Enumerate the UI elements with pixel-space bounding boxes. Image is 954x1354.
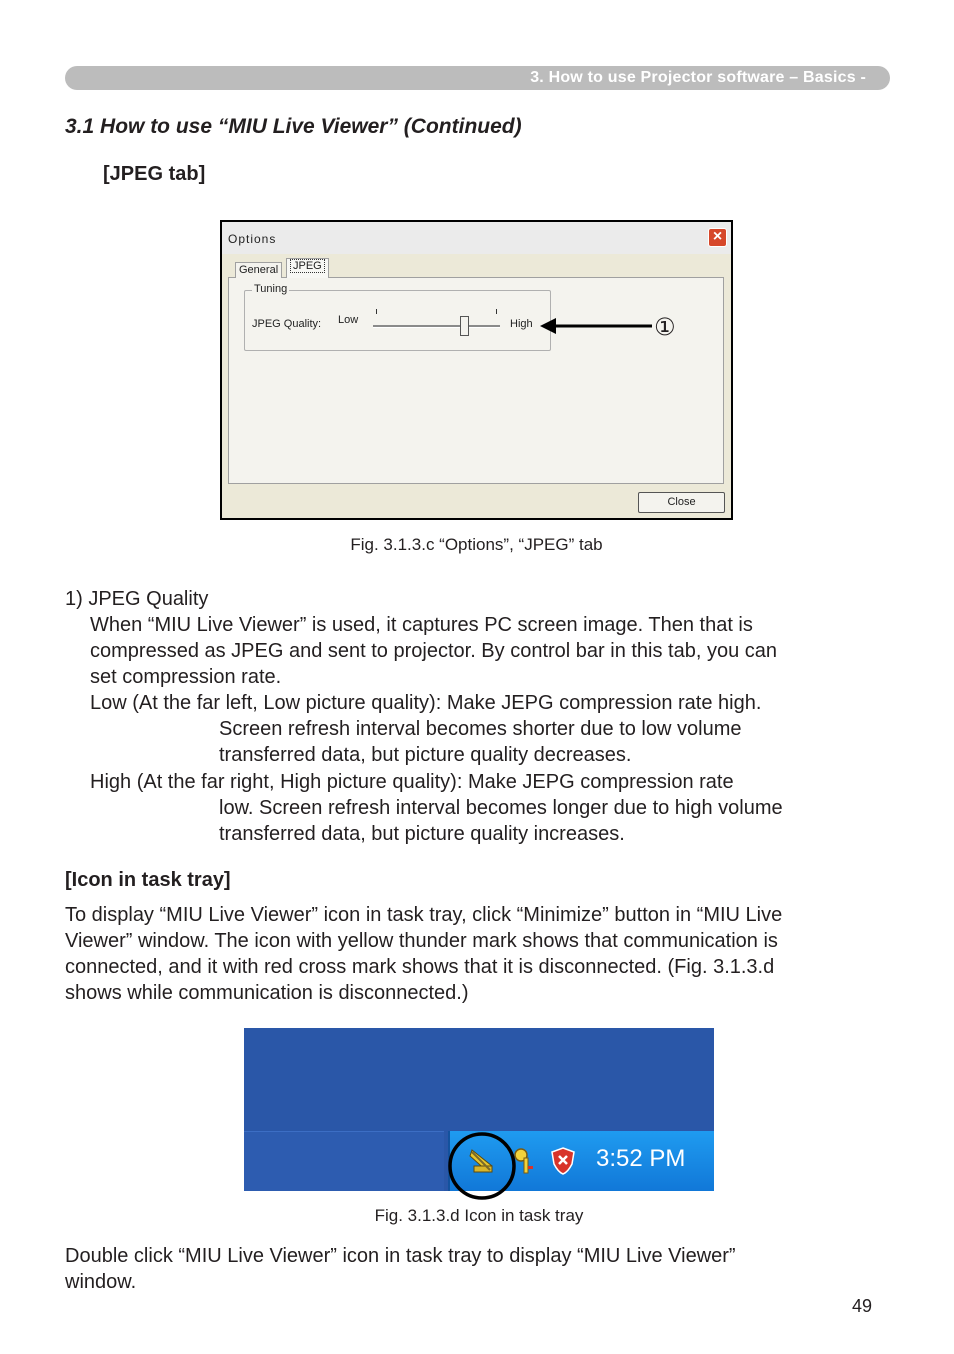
desc-line: compressed as JPEG and sent to projector. By control bar in this tab, you can	[90, 640, 778, 662]
tray-heading: [Icon in task tray]	[65, 869, 231, 891]
high-desc-line: low. Screen refresh interval becomes longer due to high volume	[219, 797, 783, 819]
tray-paragraph-line: shows while communication is disconnected.)	[65, 982, 469, 1004]
slider-tick-left	[376, 309, 377, 314]
security-shield-icon[interactable]	[550, 1146, 576, 1176]
dialog-titlebar	[222, 222, 731, 254]
tab-jpeg[interactable]	[286, 258, 329, 278]
highlight-circle	[448, 1131, 518, 1201]
callout-number: ①	[654, 314, 676, 341]
jpeg-quality-slider-track[interactable]	[373, 325, 500, 328]
tab-jpeg-label: JPEG	[290, 259, 325, 273]
final-line: window.	[65, 1271, 137, 1293]
figure-caption: Fig. 3.1.3.c “Options”, “JPEG” tab	[350, 535, 603, 554]
dialog-title: Options	[228, 232, 277, 246]
desc-line: set compression rate.	[90, 666, 282, 688]
low-desc-line: transferred data, but picture quality decreases.	[219, 744, 632, 766]
figure-caption: Fig. 3.1.3.d Icon in task tray	[374, 1206, 584, 1225]
slider-tick-right	[496, 309, 497, 314]
callout-arrow	[540, 312, 654, 340]
options-dialog	[220, 220, 733, 520]
high-label: High	[510, 318, 533, 330]
jpeg-quality-slider-thumb[interactable]	[460, 316, 469, 336]
desc-line: When “MIU Live Viewer” is used, it captures PC screen image. Then that is	[90, 614, 753, 636]
low-desc-line: Screen refresh interval becomes shorter due to low volume	[219, 718, 742, 740]
tuning-groupbox	[244, 283, 551, 351]
tray-clock[interactable]: 3:52 PM	[596, 1145, 686, 1172]
taskbar-button-area	[244, 1131, 444, 1191]
close-button[interactable]: Close	[638, 492, 725, 513]
tuning-group-label: Tuning	[254, 283, 288, 295]
dialog-close-icon[interactable]: ×	[708, 228, 727, 247]
item-title: 1) JPEG Quality	[65, 588, 209, 610]
low-desc-line: Low (At the far left, Low picture quality): Make JEPG compression rate high.	[90, 692, 762, 714]
low-label: Low	[338, 314, 359, 326]
header-bar	[65, 66, 890, 90]
tray-paragraph-line: Viewer” window. The icon with yellow thunder mark shows that communication is	[65, 930, 778, 952]
high-desc-line: transferred data, but picture quality increases.	[219, 823, 625, 845]
high-desc-line: High (At the far right, High picture quality): Make JEPG compression rate	[90, 771, 734, 793]
jpeg-tab-heading: [JPEG tab]	[103, 163, 206, 185]
page-number: 49	[852, 1296, 873, 1316]
header-text: 3. How to use Projector software – Basics -	[530, 69, 866, 86]
jpeg-quality-label: JPEG Quality:	[252, 318, 322, 330]
tray-paragraph-line: To display “MIU Live Viewer” icon in task tray, click “Minimize” button in “MIU Live	[65, 904, 783, 926]
tray-paragraph-line: connected, and it with red cross mark shows that it is disconnected. (Fig. 3.1.3.d	[65, 956, 775, 978]
jpeg-tab-panel	[228, 277, 724, 484]
section-title: 3.1 How to use “MIU Live Viewer” (Continued)	[65, 115, 522, 138]
final-line: Double click “MIU Live Viewer” icon in task tray to display “MIU Live Viewer”	[65, 1245, 736, 1267]
tab-general[interactable]: General	[235, 262, 282, 278]
